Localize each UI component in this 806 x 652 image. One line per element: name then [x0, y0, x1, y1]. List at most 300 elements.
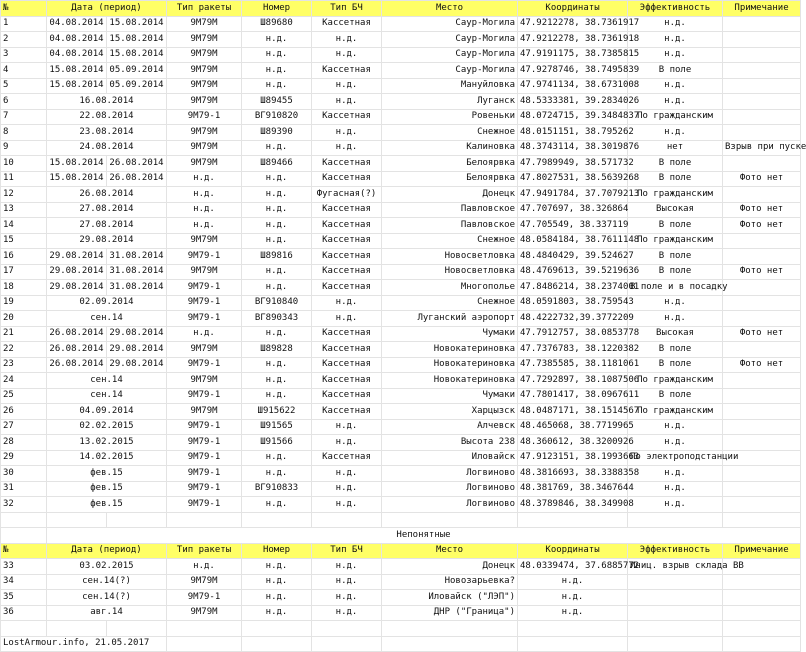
header-cell-coords[interactable]: Координаты — [518, 543, 628, 559]
cell-effect[interactable]: В поле — [628, 218, 723, 234]
cell-num[interactable]: 19 — [1, 295, 47, 311]
cell-effect[interactable]: н.д. — [628, 94, 723, 110]
cell-number[interactable]: Ш89390 — [242, 125, 312, 141]
empty-cell[interactable] — [242, 512, 312, 528]
cell-effect[interactable]: н.д. — [628, 32, 723, 48]
cell-date-end[interactable]: 26.08.2014 — [107, 171, 167, 187]
cell-type[interactable]: 9М79-1 — [167, 497, 242, 513]
cell-type[interactable]: 9М79М — [167, 140, 242, 156]
cell-place[interactable]: Белоярвка — [382, 171, 518, 187]
cell-place[interactable]: Иловайск ("ЛЭП") — [382, 590, 518, 606]
cell-effect[interactable]: По гражданским — [628, 109, 723, 125]
empty-cell[interactable] — [723, 512, 801, 528]
cell-date[interactable]: сен.14 — [47, 373, 167, 389]
cell-date[interactable]: сен.14(?) — [47, 590, 167, 606]
cell-place[interactable]: Логвиново — [382, 481, 518, 497]
cell-effect[interactable]: Высокая — [628, 202, 723, 218]
cell-coords[interactable]: 48.4222732,39.3772209 — [518, 311, 628, 327]
cell-number[interactable]: н.д. — [242, 450, 312, 466]
cell-coords[interactable]: н.д. — [518, 590, 628, 606]
cell-note[interactable] — [723, 388, 801, 404]
cell-warhead[interactable]: Кассетная — [312, 326, 382, 342]
cell-note[interactable]: Фото нет — [723, 171, 801, 187]
cell-date[interactable]: 02.02.2015 — [47, 419, 167, 435]
cell-type[interactable]: н.д. — [167, 326, 242, 342]
cell-note[interactable] — [723, 249, 801, 265]
cell-coords[interactable]: 48.0487171, 38.1514567 — [518, 404, 628, 420]
empty-cell[interactable] — [518, 512, 628, 528]
cell-number[interactable]: ВГ890343 — [242, 311, 312, 327]
cell-date-end[interactable]: 05.09.2014 — [107, 78, 167, 94]
cell-num[interactable]: 9 — [1, 140, 47, 156]
cell-num[interactable]: 25 — [1, 388, 47, 404]
cell-effect[interactable]: Иниц. взрыв склада ВВ — [628, 559, 723, 575]
cell-place[interactable]: Логвиново — [382, 466, 518, 482]
cell-note[interactable]: Фото нет — [723, 218, 801, 234]
cell-place[interactable]: Новосветловка — [382, 249, 518, 265]
header-cell-type[interactable]: Тип ракеты — [167, 1, 242, 17]
cell-type[interactable]: 9М79-1 — [167, 280, 242, 296]
cell-place[interactable]: Новокатериновка — [382, 342, 518, 358]
cell-effect[interactable]: В поле — [628, 63, 723, 79]
header-cell-effect[interactable]: Эффективность — [628, 543, 723, 559]
cell-note[interactable] — [723, 187, 801, 203]
cell-warhead[interactable]: Кассетная — [312, 373, 382, 389]
cell-number[interactable]: ВГ910820 — [242, 109, 312, 125]
cell-coords[interactable]: 47.9212278, 38.7361918 — [518, 32, 628, 48]
cell-number[interactable]: Ш91566 — [242, 435, 312, 451]
section-title[interactable]: Непонятные — [47, 528, 801, 544]
cell-note[interactable] — [723, 497, 801, 513]
cell-place[interactable]: Новокатериновка — [382, 357, 518, 373]
cell-warhead[interactable]: Кассетная — [312, 450, 382, 466]
cell-note[interactable] — [723, 16, 801, 32]
cell-coords[interactable]: 48.0339474, 37.6885772 — [518, 559, 628, 575]
cell-place[interactable]: Белоярвка — [382, 156, 518, 172]
cell-coords[interactable]: 48.5333381, 39.2834026 — [518, 94, 628, 110]
cell-coords[interactable]: 47.7385585, 38.1181061 — [518, 357, 628, 373]
header-cell-type[interactable]: Тип ракеты — [167, 543, 242, 559]
cell-number[interactable]: ВГ910833 — [242, 481, 312, 497]
cell-coords[interactable]: 48.3743114, 38.3019876 — [518, 140, 628, 156]
cell-number[interactable]: н.д. — [242, 497, 312, 513]
cell-coords[interactable]: 48.465068, 38.7719965 — [518, 419, 628, 435]
cell-date-end[interactable]: 31.08.2014 — [107, 280, 167, 296]
cell-date[interactable]: 27.08.2014 — [47, 202, 167, 218]
cell-coords[interactable]: 47.9191175, 38.7385815 — [518, 47, 628, 63]
cell-coords[interactable]: 47.9741134, 38.6731008 — [518, 78, 628, 94]
cell-number[interactable]: Ш89680 — [242, 16, 312, 32]
cell-number[interactable]: Ш91565 — [242, 419, 312, 435]
cell-effect[interactable]: н.д. — [628, 125, 723, 141]
cell-effect[interactable]: По электроподстанции — [628, 450, 723, 466]
empty-cell[interactable] — [107, 621, 167, 637]
cell-effect[interactable]: нет — [628, 140, 723, 156]
cell-date-end[interactable]: 15.08.2014 — [107, 16, 167, 32]
cell-date[interactable]: 02.09.2014 — [47, 295, 167, 311]
cell-num[interactable]: 29 — [1, 450, 47, 466]
cell-num[interactable]: 33 — [1, 559, 47, 575]
empty-cell[interactable] — [47, 621, 107, 637]
cell-coords[interactable]: 47.7801417, 38.0967611 — [518, 388, 628, 404]
cell-warhead[interactable]: Кассетная — [312, 264, 382, 280]
cell-num[interactable]: 14 — [1, 218, 47, 234]
cell-note[interactable] — [723, 109, 801, 125]
cell-warhead[interactable]: Кассетная — [312, 280, 382, 296]
cell-place[interactable]: Донецк — [382, 559, 518, 575]
cell-num[interactable]: 28 — [1, 435, 47, 451]
cell-coords[interactable]: 47.8027531, 38.5639268 — [518, 171, 628, 187]
cell-number[interactable]: н.д. — [242, 590, 312, 606]
cell-note[interactable] — [723, 419, 801, 435]
cell-effect[interactable]: н.д. — [628, 311, 723, 327]
cell-effect[interactable]: В поле — [628, 357, 723, 373]
cell-num[interactable]: 30 — [1, 466, 47, 482]
cell-type[interactable]: 9М79М — [167, 404, 242, 420]
cell-coords[interactable]: 48.0151151, 38.795262 — [518, 125, 628, 141]
cell-warhead[interactable]: н.д. — [312, 125, 382, 141]
cell-effect[interactable]: н.д. — [628, 419, 723, 435]
cell-coords[interactable]: 48.360612, 38.3200926 — [518, 435, 628, 451]
cell-coords[interactable]: 47.9212278, 38.7361917 — [518, 16, 628, 32]
cell-warhead[interactable]: н.д. — [312, 574, 382, 590]
cell-date-end[interactable]: 31.08.2014 — [107, 249, 167, 265]
cell-place[interactable]: Алчевск — [382, 419, 518, 435]
cell-num[interactable]: 34 — [1, 574, 47, 590]
empty-cell[interactable] — [312, 621, 382, 637]
cell-warhead[interactable]: Кассетная — [312, 16, 382, 32]
cell-place[interactable]: Павловское — [382, 202, 518, 218]
empty-cell[interactable] — [1, 512, 47, 528]
cell-number[interactable]: н.д. — [242, 218, 312, 234]
empty-cell[interactable] — [723, 636, 801, 652]
cell-type[interactable]: 9М79М — [167, 47, 242, 63]
cell-type[interactable]: 9М79М — [167, 125, 242, 141]
cell-effect[interactable]: н.д. — [628, 481, 723, 497]
cell-num[interactable]: 3 — [1, 47, 47, 63]
cell-number[interactable]: н.д. — [242, 357, 312, 373]
cell-type[interactable]: 9М79М — [167, 342, 242, 358]
cell-date-end[interactable]: 29.08.2014 — [107, 342, 167, 358]
cell-effect[interactable]: В поле — [628, 171, 723, 187]
cell-effect[interactable]: В поле — [628, 388, 723, 404]
cell-place[interactable]: Саур-Могила — [382, 32, 518, 48]
cell-note[interactable] — [723, 295, 801, 311]
cell-warhead[interactable]: Кассетная — [312, 342, 382, 358]
cell-number[interactable]: н.д. — [242, 388, 312, 404]
cell-num[interactable]: 11 — [1, 171, 47, 187]
cell-type[interactable]: 9М79-1 — [167, 419, 242, 435]
cell-number[interactable]: Ш89816 — [242, 249, 312, 265]
cell-type[interactable]: 9М79-1 — [167, 357, 242, 373]
cell-type[interactable]: 9М79М — [167, 78, 242, 94]
cell-note[interactable] — [723, 32, 801, 48]
cell-number[interactable]: н.д. — [242, 78, 312, 94]
cell-date[interactable]: сен.14(?) — [47, 574, 167, 590]
cell-type[interactable]: 9М79М — [167, 574, 242, 590]
cell-number[interactable]: н.д. — [242, 233, 312, 249]
cell-type[interactable]: н.д. — [167, 187, 242, 203]
cell-place[interactable]: Луганск — [382, 94, 518, 110]
cell-num[interactable]: 36 — [1, 605, 47, 621]
header-cell-note[interactable]: Примечание — [723, 1, 801, 17]
cell-type[interactable]: н.д. — [167, 559, 242, 575]
cell-num[interactable]: 6 — [1, 94, 47, 110]
empty-cell[interactable] — [518, 636, 628, 652]
cell-place[interactable]: ДНР ("Граница") — [382, 605, 518, 621]
cell-coords[interactable]: 48.381769, 38.3467644 — [518, 481, 628, 497]
empty-cell[interactable] — [107, 512, 167, 528]
cell-effect[interactable] — [628, 574, 723, 590]
cell-date-start[interactable]: 15.08.2014 — [47, 156, 107, 172]
cell-num[interactable]: 13 — [1, 202, 47, 218]
cell-date-start[interactable]: 04.08.2014 — [47, 32, 107, 48]
cell-number[interactable]: н.д. — [242, 574, 312, 590]
cell-type[interactable]: 9М79М — [167, 63, 242, 79]
cell-warhead[interactable]: н.д. — [312, 47, 382, 63]
cell-effect[interactable]: По гражданским — [628, 233, 723, 249]
cell-number[interactable]: н.д. — [242, 605, 312, 621]
cell-coords[interactable]: 48.3816693, 38.3388358 — [518, 466, 628, 482]
cell-number[interactable]: н.д. — [242, 326, 312, 342]
header-cell-place[interactable]: Место — [382, 543, 518, 559]
cell-warhead[interactable]: н.д. — [312, 605, 382, 621]
cell-note[interactable]: Фото нет — [723, 326, 801, 342]
empty-cell[interactable] — [1, 621, 47, 637]
cell-number[interactable]: Ш89828 — [242, 342, 312, 358]
cell-place[interactable]: Саур-Могила — [382, 16, 518, 32]
cell-num[interactable]: 16 — [1, 249, 47, 265]
cell-num[interactable]: 31 — [1, 481, 47, 497]
cell-num[interactable]: 12 — [1, 187, 47, 203]
cell-number[interactable]: н.д. — [242, 264, 312, 280]
cell-type[interactable]: 9М79М — [167, 16, 242, 32]
cell-date[interactable]: 03.02.2015 — [47, 559, 167, 575]
empty-cell[interactable] — [167, 636, 242, 652]
cell-type[interactable]: 9М79М — [167, 32, 242, 48]
cell-warhead[interactable]: Кассетная — [312, 233, 382, 249]
cell-coords[interactable]: 47.7376783, 38.1220382 — [518, 342, 628, 358]
cell-date[interactable]: фев.15 — [47, 497, 167, 513]
cell-date[interactable]: 14.02.2015 — [47, 450, 167, 466]
empty-cell[interactable] — [518, 621, 628, 637]
cell-type[interactable]: 9М79-1 — [167, 590, 242, 606]
empty-cell[interactable] — [628, 621, 723, 637]
cell-place[interactable]: Мануйловка — [382, 78, 518, 94]
cell-date[interactable]: 13.02.2015 — [47, 435, 167, 451]
cell-note[interactable] — [723, 404, 801, 420]
cell-type[interactable]: 9М79М — [167, 605, 242, 621]
cell-date-start[interactable]: 15.08.2014 — [47, 63, 107, 79]
cell-place[interactable]: Снежное — [382, 125, 518, 141]
cell-number[interactable]: н.д. — [242, 280, 312, 296]
cell-warhead[interactable]: Кассетная — [312, 156, 382, 172]
cell-num[interactable]: 4 — [1, 63, 47, 79]
cell-coords[interactable]: 47.9278746, 38.7495839 — [518, 63, 628, 79]
empty-cell[interactable] — [723, 621, 801, 637]
cell-number[interactable]: Ш915622 — [242, 404, 312, 420]
cell-date-start[interactable]: 04.08.2014 — [47, 47, 107, 63]
cell-num[interactable]: 7 — [1, 109, 47, 125]
cell-number[interactable]: н.д. — [242, 171, 312, 187]
header-cell-warhead[interactable]: Тип БЧ — [312, 1, 382, 17]
cell-place[interactable]: Луганский аэропорт — [382, 311, 518, 327]
cell-num[interactable]: 1 — [1, 16, 47, 32]
cell-effect[interactable]: н.д. — [628, 47, 723, 63]
cell-coords[interactable]: 47.9123151, 38.1993663 — [518, 450, 628, 466]
cell-note[interactable]: Фото нет — [723, 264, 801, 280]
header-cell-date[interactable]: Дата (период) — [47, 543, 167, 559]
empty-cell[interactable] — [242, 636, 312, 652]
cell-date-start[interactable]: 26.08.2014 — [47, 357, 107, 373]
cell-type[interactable]: 9М79М — [167, 373, 242, 389]
header-cell-effect[interactable]: Эффективность — [628, 1, 723, 17]
cell-place[interactable]: Саур-Могила — [382, 63, 518, 79]
cell-number[interactable]: ВГ910840 — [242, 295, 312, 311]
cell-coords[interactable]: 48.0591803, 38.759543 — [518, 295, 628, 311]
cell-num[interactable]: 20 — [1, 311, 47, 327]
cell-num[interactable]: 15 — [1, 233, 47, 249]
header-cell-coords[interactable]: Координаты — [518, 1, 628, 17]
cell-number[interactable]: н.д. — [242, 466, 312, 482]
cell-type[interactable]: 9М79-1 — [167, 249, 242, 265]
cell-num[interactable]: 32 — [1, 497, 47, 513]
cell-coords[interactable]: 48.4840429, 39.524627 — [518, 249, 628, 265]
cell-warhead[interactable]: н.д. — [312, 435, 382, 451]
cell-place[interactable]: Снежное — [382, 295, 518, 311]
cell-coords[interactable]: 47.7912757, 38.0853778 — [518, 326, 628, 342]
cell-warhead[interactable]: Кассетная — [312, 218, 382, 234]
cell-num[interactable]: 27 — [1, 419, 47, 435]
cell-warhead[interactable]: Кассетная — [312, 249, 382, 265]
cell-coords[interactable]: н.д. — [518, 574, 628, 590]
cell-place[interactable]: Новокатериновка — [382, 373, 518, 389]
cell-date[interactable]: 26.08.2014 — [47, 187, 167, 203]
cell-warhead[interactable]: н.д. — [312, 140, 382, 156]
cell-effect[interactable] — [628, 605, 723, 621]
cell-note[interactable] — [723, 63, 801, 79]
cell-date-end[interactable]: 29.08.2014 — [107, 326, 167, 342]
cell-date-start[interactable]: 26.08.2014 — [47, 326, 107, 342]
cell-note[interactable]: Фото нет — [723, 202, 801, 218]
cell-type[interactable]: 9М79-1 — [167, 311, 242, 327]
cell-place[interactable]: Калиновка — [382, 140, 518, 156]
cell-note[interactable] — [723, 280, 801, 296]
cell-number[interactable]: н.д. — [242, 140, 312, 156]
empty-cell[interactable] — [1, 528, 47, 544]
cell-effect[interactable]: В поле — [628, 156, 723, 172]
cell-number[interactable]: н.д. — [242, 47, 312, 63]
empty-cell[interactable] — [167, 512, 242, 528]
cell-note[interactable] — [723, 94, 801, 110]
cell-warhead[interactable]: н.д. — [312, 497, 382, 513]
cell-place[interactable]: Новозарьевка? — [382, 574, 518, 590]
cell-type[interactable]: 9М79М — [167, 233, 242, 249]
header-cell-place[interactable]: Место — [382, 1, 518, 17]
cell-type[interactable]: 9М79М — [167, 156, 242, 172]
cell-num[interactable]: 35 — [1, 590, 47, 606]
cell-date-start[interactable]: 29.08.2014 — [47, 264, 107, 280]
cell-note[interactable] — [723, 47, 801, 63]
cell-date-start[interactable]: 29.08.2014 — [47, 280, 107, 296]
cell-type[interactable]: 9М79-1 — [167, 435, 242, 451]
cell-warhead[interactable]: н.д. — [312, 295, 382, 311]
cell-note[interactable] — [723, 311, 801, 327]
cell-number[interactable]: н.д. — [242, 202, 312, 218]
cell-warhead[interactable]: н.д. — [312, 94, 382, 110]
header-cell-number[interactable]: Номер — [242, 543, 312, 559]
cell-type[interactable]: 9М79М — [167, 264, 242, 280]
cell-warhead[interactable]: Кассетная — [312, 357, 382, 373]
cell-warhead[interactable]: Кассетная — [312, 109, 382, 125]
cell-note[interactable] — [723, 125, 801, 141]
cell-num[interactable]: 23 — [1, 357, 47, 373]
cell-num[interactable]: 18 — [1, 280, 47, 296]
cell-effect[interactable]: В поле — [628, 342, 723, 358]
cell-date-end[interactable]: 05.09.2014 — [107, 63, 167, 79]
cell-date-start[interactable]: 29.08.2014 — [47, 249, 107, 265]
cell-warhead[interactable]: Кассетная — [312, 404, 382, 420]
cell-warhead[interactable]: Кассетная — [312, 202, 382, 218]
empty-cell[interactable] — [628, 512, 723, 528]
cell-type[interactable]: 9М79М — [167, 94, 242, 110]
cell-note[interactable] — [723, 78, 801, 94]
cell-warhead[interactable]: Кассетная — [312, 388, 382, 404]
cell-note[interactable] — [723, 574, 801, 590]
cell-place[interactable]: Высота 238 — [382, 435, 518, 451]
cell-date[interactable]: 27.08.2014 — [47, 218, 167, 234]
cell-warhead[interactable]: н.д. — [312, 590, 382, 606]
cell-date-end[interactable]: 26.08.2014 — [107, 156, 167, 172]
cell-note[interactable] — [723, 590, 801, 606]
cell-place[interactable]: Иловайск — [382, 450, 518, 466]
cell-note[interactable] — [723, 605, 801, 621]
cell-effect[interactable]: н.д. — [628, 466, 723, 482]
cell-warhead[interactable]: н.д. — [312, 481, 382, 497]
cell-date-start[interactable]: 15.08.2014 — [47, 171, 107, 187]
cell-coords[interactable]: 47.7292897, 38.1087506 — [518, 373, 628, 389]
cell-date-end[interactable]: 15.08.2014 — [107, 32, 167, 48]
empty-cell[interactable] — [167, 621, 242, 637]
header-cell-note[interactable]: Примечание — [723, 543, 801, 559]
cell-note[interactable] — [723, 373, 801, 389]
cell-number[interactable]: н.д. — [242, 559, 312, 575]
empty-cell[interactable] — [382, 636, 518, 652]
cell-type[interactable]: 9М79-1 — [167, 295, 242, 311]
cell-effect[interactable]: В поле — [628, 249, 723, 265]
cell-date-start[interactable]: 26.08.2014 — [47, 342, 107, 358]
cell-place[interactable]: Донецк — [382, 187, 518, 203]
cell-effect[interactable]: По гражданским — [628, 404, 723, 420]
cell-type[interactable]: 9М79-1 — [167, 450, 242, 466]
cell-coords[interactable]: н.д. — [518, 605, 628, 621]
empty-cell[interactable] — [382, 512, 518, 528]
cell-warhead[interactable]: Фугасная(?) — [312, 187, 382, 203]
cell-place[interactable]: Павловское — [382, 218, 518, 234]
cell-effect[interactable]: н.д. — [628, 435, 723, 451]
cell-num[interactable]: 26 — [1, 404, 47, 420]
empty-cell[interactable] — [382, 621, 518, 637]
cell-effect[interactable]: В поле — [628, 264, 723, 280]
cell-place[interactable]: Чумаки — [382, 326, 518, 342]
cell-num[interactable]: 2 — [1, 32, 47, 48]
cell-type[interactable]: н.д. — [167, 171, 242, 187]
cell-effect[interactable]: В поле и в посадку — [628, 280, 723, 296]
cell-date-end[interactable]: 29.08.2014 — [107, 357, 167, 373]
cell-place[interactable]: Многополье — [382, 280, 518, 296]
header-cell-num[interactable]: № — [1, 1, 47, 17]
cell-num[interactable]: 24 — [1, 373, 47, 389]
